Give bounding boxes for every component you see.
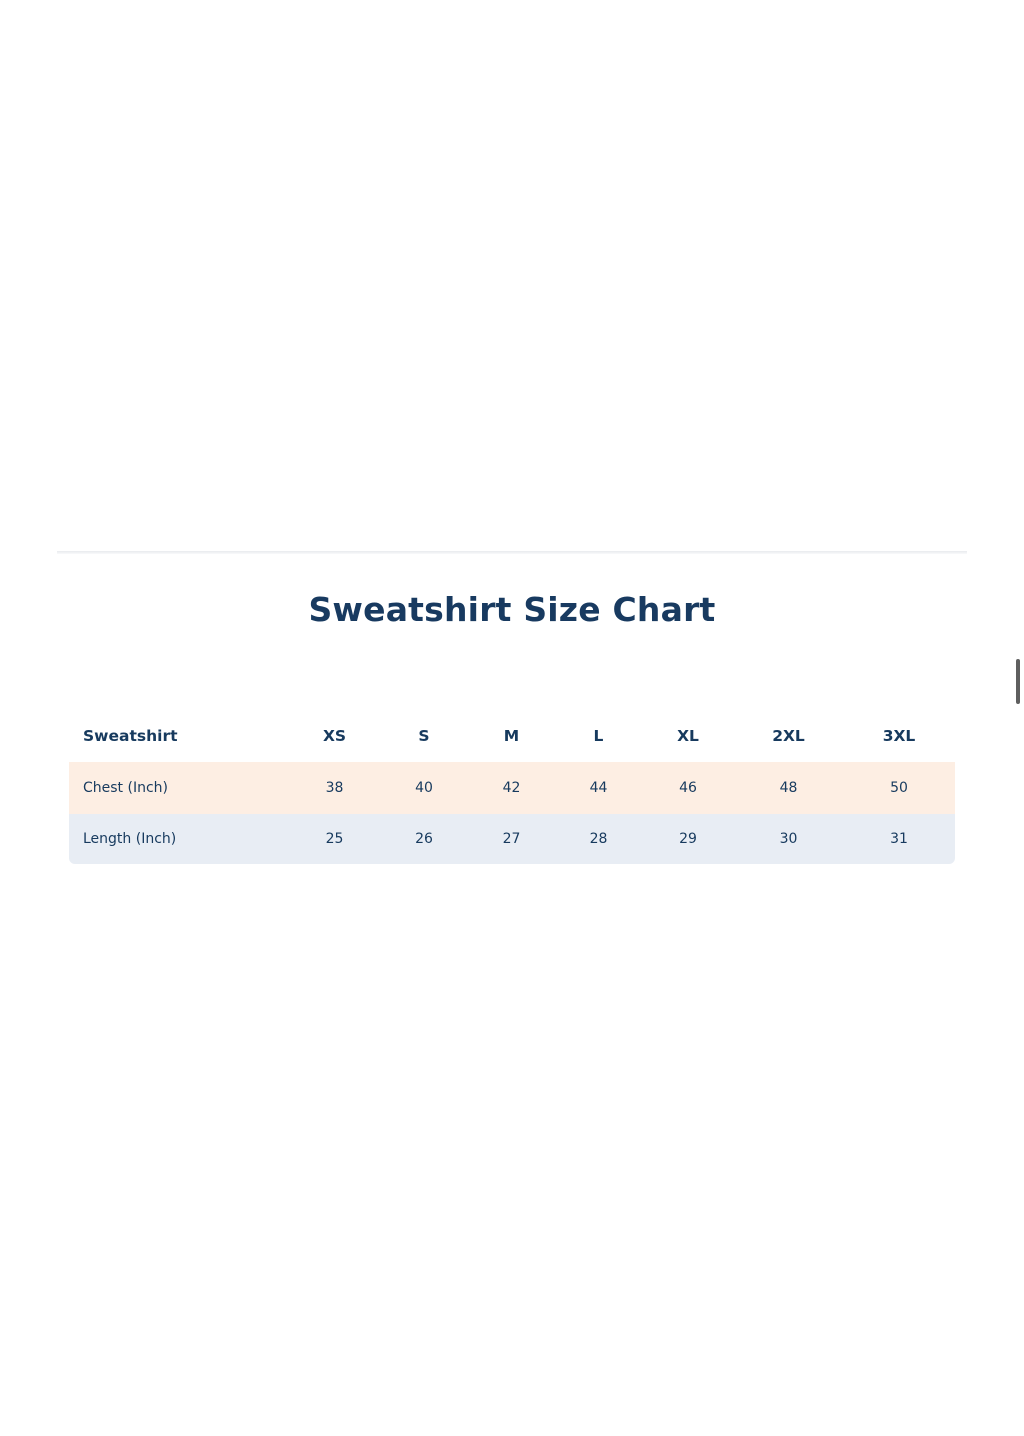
section-divider [57, 551, 967, 554]
table-cell: 30 [779, 831, 798, 847]
size-header-m: M [503, 727, 520, 745]
size-header-s: S [418, 727, 430, 745]
table-cell: 38 [325, 780, 344, 796]
size-header-2xl: 2XL [772, 727, 805, 745]
table-header-row [69, 710, 955, 762]
table-cell: 50 [890, 780, 908, 796]
table-cell: 42 [502, 780, 521, 796]
size-header-xl: XL [677, 727, 699, 745]
table-cell: 46 [679, 780, 697, 796]
size-header-3xl: 3XL [882, 727, 916, 745]
table-cell: 44 [589, 780, 608, 796]
table-row-length [69, 814, 955, 864]
table-cell: 26 [415, 831, 433, 847]
table-cell: 40 [415, 780, 433, 796]
table-cell: 48 [779, 780, 798, 796]
table-cell: 25 [325, 831, 344, 847]
row-label-length: Length (Inch) [83, 831, 177, 847]
table-cell: 28 [589, 831, 608, 847]
table-cell: 27 [502, 831, 521, 847]
table-cell: 31 [890, 831, 908, 847]
table-row-chest [69, 762, 955, 814]
table-cell: 29 [679, 831, 697, 847]
header-label: Sweatshirt [83, 727, 178, 745]
scrollbar-thumb[interactable] [1016, 659, 1020, 704]
size-header-xs: XS [322, 727, 347, 745]
row-label-chest: Chest (Inch) [83, 780, 168, 796]
page-title: Sweatshirt Size Chart [308, 590, 716, 629]
size-header-l: L [593, 727, 604, 745]
size-chart-table [69, 710, 955, 864]
